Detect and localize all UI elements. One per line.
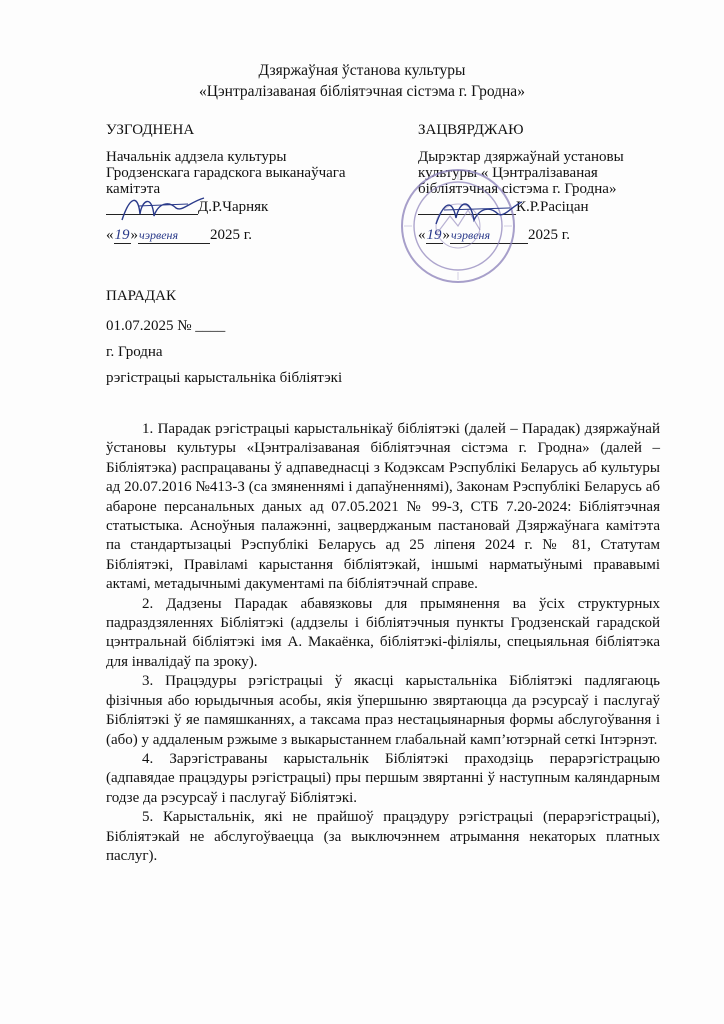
approved-line-1: Дырэктар дзяржаўнай установы [418, 149, 624, 165]
approved-caption: ЗАЦВЯРДЖАЮ [418, 122, 524, 138]
agreed-line-2: Гродзенскага гарадскога выканаўчага [106, 165, 346, 181]
agreed-date-year: 2025 г. [210, 227, 252, 243]
approved-date-month: чэрвеня [450, 227, 528, 244]
agreed-signer-name: Д.Р.Чарняк [198, 199, 269, 215]
paragraph-2: 2. Дадзены Парадак абавязковы для прымянення ва ўсіх структурных падраздзяленнях Бібліятэкі (аддзелы і бібліятэчныя пункты Гродзенскай гарадской цэнтральнай бібліятэкі імя А. Макаёнка, бібліятэкі-філіялы, спецыяльная бібліятэка для інвалідаў па зроку). [106, 595, 660, 670]
header-line-2: «Цэнтралізаваная бібліятэчная сістэма г. Гродна» [199, 83, 525, 100]
document-header [0, 60, 724, 102]
document-date-number: 01.07.2025 № ____ [106, 318, 226, 334]
agreed-date: «19»чэрвеня 2025 г. [106, 227, 252, 243]
agreed-signature-icon [118, 190, 208, 226]
agreed-date-month: чэрвеня [138, 227, 210, 244]
agreed-line-3: камітэта [106, 181, 161, 197]
document-type: ПАРАДАК [106, 288, 176, 304]
paragraph-3: 3. Працэдуры рэгістрацыі ў якасці карыстальніка Бібліятэкі падлягаюць фізічныя або юрыдычныя асобы, якія ўпершыню звяртаюцца да рэсурсаў і паслугаў Бібліятэкі ў яе памяшканнях, а таксама праз нестацыянарныя формы абслугоўвання і (або) у аддаленым рэжыме з выкарыстаннем глабальнай камп’ютэрнай сеткі Інтэрнэт. [106, 673, 660, 748]
approved-date-day: 19 [426, 227, 442, 243]
agreed-caption: УЗГОДНЕНА [106, 122, 195, 138]
header-line-1: Дзяржаўная ўстанова культуры [258, 62, 466, 79]
approved-line-2: культуры « Цэнтралізаваная [418, 165, 598, 181]
paragraph-4: 4. Зарэгістраваны карыстальнік Бібліятэкі праходзіць перарэгістрацыю (адпавядае працэдуры рэгістрацыі) пры першым звяртанні ў наступным каляндарным годзе да рэсурсаў і паслугаў Бібліятэкі. [106, 750, 660, 806]
paragraph-5: 5. Карыстальнік, які не прайшоў працэдуру рэгістрацыі (перарэгістрацыі), Бібліятэкай не абслугоўваецца (за выключэннем атрымання некаторых платных паслуг). [106, 809, 660, 864]
agreed-line-1: Начальнік аддзела культуры [106, 149, 287, 165]
agreed-date-day: 19 [114, 227, 130, 243]
paragraph-1: 1. Парадак рэгістрацыі карыстальнікаў бібліятэкі (далей – Парадак) дзяржаўнай ўстановы культуры «Цэнтралізаваная бібліятэчная сістэма г. Гродна» (далей – Бібліятэка) распрацаваны ў адпаведнасці з Кодэксам Рэспублікі Беларусь аб культуры ад 20.07.2016 №413-З (са змяненнямі і дапаўненнямі), Законам Рэспублікі Беларусь аб абароне персанальных даных ад 07.05.2021 № 99-З, СТБ 7.20-2024: Бібліятэчная статыстыка. Асноўныя палажэнні, зацверджаным пастановай Дзяржаўнага камітэта па стандартызацыі Рэспублікі Беларусь ад 25 ліпеня 2024 г. № 81, Статутам Бібліятэкі, Правіламі карыстання бібліятэкай, іншымі нарматыўнымі прававымі актамі, метадычнымі дакументамі па бібліятэчнай справе. [106, 421, 660, 593]
approved-date: «19»чэрвеня 2025 г. [418, 227, 570, 243]
document-body [106, 420, 660, 866]
approved-signature-icon [430, 192, 526, 232]
approved-date-year: 2025 г. [528, 227, 570, 243]
approved-signer-name: К.Р.Расіцан [516, 199, 589, 215]
document-city: г. Гродна [106, 344, 163, 360]
document-subject: рэгістрацыі карыстальніка бібліятэкі [106, 370, 343, 386]
approved-line-3: бібліятэчная сістэма г. Гродна» [418, 181, 617, 197]
